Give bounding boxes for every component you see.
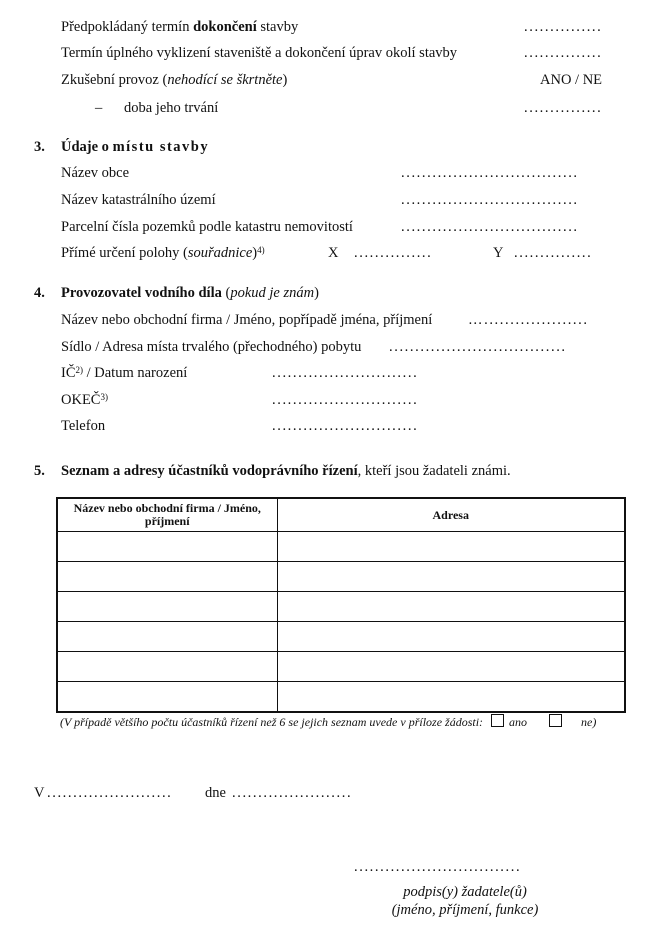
duration-dash: – bbox=[95, 100, 103, 116]
cadastral-label: Název katastrálního území bbox=[61, 192, 216, 208]
completion-label: Předpokládaný termín dokončení stavby bbox=[61, 19, 299, 35]
address-cell[interactable] bbox=[277, 562, 625, 592]
municipality-label: Název obce bbox=[61, 165, 130, 181]
operator-seat-dots[interactable]: .................................. bbox=[389, 339, 567, 355]
section5-title: Seznam a adresy účastníků vodoprávního řízení, kteří jsou žadateli známi. bbox=[61, 463, 511, 479]
y-dots[interactable]: ............... bbox=[514, 245, 593, 261]
name-cell[interactable] bbox=[57, 562, 277, 592]
operator-name-label: Název nebo obchodní firma / Jméno, popřípadě jména, příjmení bbox=[61, 312, 433, 328]
date-dots[interactable]: ....................... bbox=[232, 785, 353, 801]
section3-title: Údaje o místu stavby bbox=[61, 139, 210, 155]
trial-label: Zkušební provoz (nehodící se škrtněte) bbox=[61, 72, 288, 88]
signature-caption: podpis(y) žadatele(ů) bbox=[403, 884, 527, 900]
name-cell[interactable] bbox=[57, 622, 277, 652]
section4-number: 4. bbox=[34, 285, 45, 301]
table-row bbox=[57, 622, 625, 652]
col-name-header: Název nebo obchodní firma / Jméno, příjmení bbox=[57, 498, 277, 532]
signature-dots[interactable]: ................................ bbox=[354, 859, 522, 875]
section4-title: Provozovatel vodního díla (pokud je znám) bbox=[61, 285, 319, 301]
section3-number: 3. bbox=[34, 139, 45, 155]
place-label: V bbox=[34, 785, 45, 801]
x-label: X bbox=[328, 245, 339, 261]
place-dots[interactable]: ........................ bbox=[47, 785, 173, 801]
name-cell[interactable] bbox=[57, 682, 277, 713]
okec-dots[interactable]: ............................ bbox=[272, 392, 419, 408]
table-row bbox=[57, 562, 625, 592]
address-cell[interactable] bbox=[277, 652, 625, 682]
signature-subcaption: (jméno, příjmení, funkce) bbox=[391, 902, 539, 918]
table-row bbox=[57, 682, 625, 713]
date-label: dne bbox=[205, 785, 226, 801]
parcels-dots[interactable]: .................................. bbox=[401, 219, 579, 235]
ic-label: IČ$^{2)}$ / Datum narození bbox=[61, 365, 188, 381]
completion-dots[interactable]: ............... bbox=[524, 19, 603, 35]
okec-label: OKEČ$^{3)}$ bbox=[61, 392, 108, 408]
attachment-yes-label: ano bbox=[509, 715, 528, 729]
duration-dots[interactable]: ............... bbox=[524, 100, 603, 116]
cadastral-dots[interactable]: .................................. bbox=[401, 192, 579, 208]
participants-table bbox=[56, 497, 626, 713]
section5-number: 5. bbox=[34, 463, 45, 479]
table-header-row bbox=[57, 498, 625, 532]
address-cell[interactable] bbox=[277, 592, 625, 622]
x-dots[interactable]: ............... bbox=[354, 245, 433, 261]
table-row bbox=[57, 532, 625, 562]
table-row bbox=[57, 652, 625, 682]
operator-seat-label: Sídlo / Adresa místa trvalého (přechodného) pobytu bbox=[61, 339, 362, 355]
name-cell[interactable] bbox=[57, 532, 277, 562]
operator-name-dots[interactable]: ….................... bbox=[468, 312, 589, 328]
phone-label: Telefon bbox=[61, 418, 106, 434]
clearance-label: Termín úplného vyklizení staveniště a dokončení úprav okolí stavby bbox=[61, 45, 458, 61]
name-cell[interactable] bbox=[57, 652, 277, 682]
ic-dots[interactable]: ............................ bbox=[272, 365, 419, 381]
trial-value[interactable]: ANO / NE bbox=[540, 72, 603, 88]
name-cell[interactable] bbox=[57, 592, 277, 622]
col-address-header: Adresa bbox=[277, 498, 625, 532]
municipality-dots[interactable]: .................................. bbox=[401, 165, 579, 181]
attachment-no-label: ne) bbox=[581, 715, 597, 729]
clearance-dots[interactable]: ............... bbox=[524, 45, 603, 61]
address-cell[interactable] bbox=[277, 682, 625, 713]
duration-label: doba jeho trvání bbox=[124, 100, 219, 116]
attachment-yes-checkbox[interactable] bbox=[491, 714, 504, 727]
parcels-label: Parcelní čísla pozemků podle katastru nemovitostí bbox=[61, 219, 353, 235]
address-cell[interactable] bbox=[277, 622, 625, 652]
attachment-no-checkbox[interactable] bbox=[549, 714, 562, 727]
attachment-note: (V případě většího počtu účastníků řízení než 6 se jejich seznam uvede v příloze žádosti: ano ne) bbox=[60, 715, 597, 729]
phone-dots[interactable]: ............................ bbox=[272, 418, 419, 434]
address-cell[interactable] bbox=[277, 532, 625, 562]
table-row bbox=[57, 592, 625, 622]
position-label: Přímé určení polohy (souřadnice)$^{4)}$ bbox=[61, 245, 265, 261]
y-label: Y bbox=[493, 245, 504, 261]
